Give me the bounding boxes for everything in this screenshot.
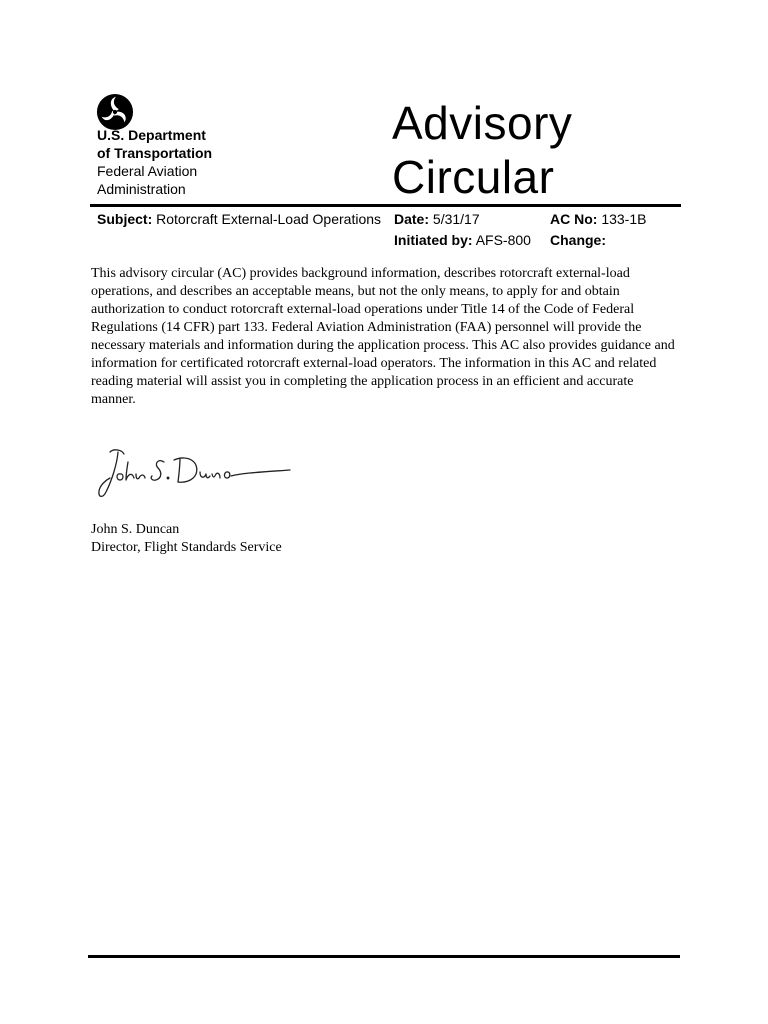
agency-line-1: Federal Aviation [97, 163, 198, 179]
agency-block [97, 126, 212, 198]
signer-title: Director, Flight Standards Service [91, 540, 282, 555]
change-label: Change: [550, 232, 606, 248]
date-field [394, 210, 480, 228]
date-label: Date: [394, 211, 430, 227]
title-line-1: Advisory [392, 97, 573, 149]
ac-number-field [550, 210, 646, 228]
handwritten-signature [92, 440, 297, 502]
department-line-1: U.S. Department [97, 127, 206, 143]
signer-name: John S. Duncan [91, 522, 180, 537]
header-divider [90, 204, 681, 207]
subject-label: Subject: [97, 211, 153, 227]
department-line-2: of Transportation [97, 145, 213, 161]
title-line-2: Circular [392, 151, 555, 203]
document-title [392, 96, 572, 204]
body-paragraph: This advisory circular (AC) provides background information, describes rotorcraft external-load operations, and describes an acceptable means, but not the only means, to apply for and obtain authorization to conduct rotorcraft external-load operations under Title 14 of the Code of Federal Regulations (14 CFR) part 133. Federal Aviation Administration (FAA) personnel will provide the necessary materials and information during the application process. This AC also provides guidance and information for certificated rotorcraft external-load operators. The information in this AC and related reading material will assist you in completing the application process in an efficient and accurate manner. [91, 266, 675, 407]
date-value: 5/31/17 [432, 211, 480, 227]
initiated-by-value: AFS-800 [475, 232, 531, 248]
agency-line-2: Administration [97, 181, 186, 197]
initiated-by-field [394, 231, 531, 249]
signer-block [91, 521, 282, 557]
change-field [550, 231, 606, 249]
ac-number-label: AC No: [550, 211, 598, 227]
subject-value: Rotorcraft External-Load Operations [156, 211, 382, 227]
subject-field [97, 210, 381, 228]
ac-number-value: 133-1B [601, 211, 647, 227]
footer-divider [88, 955, 680, 958]
initiated-by-label: Initiated by: [394, 232, 473, 248]
